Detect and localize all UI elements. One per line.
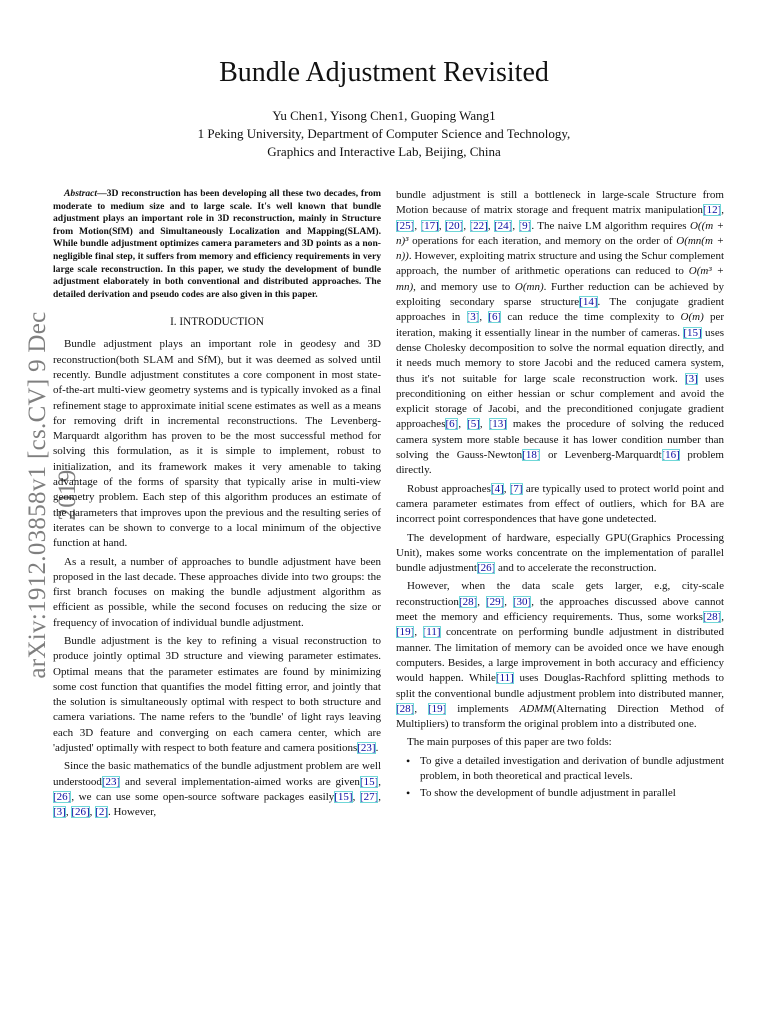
text-span: , bbox=[89, 806, 96, 819]
citation-link[interactable]: [19] bbox=[396, 626, 415, 639]
citation-link[interactable]: [23] bbox=[101, 775, 121, 788]
text-span: , bbox=[458, 418, 468, 431]
text-span: implements bbox=[446, 702, 520, 715]
intro-paragraph-4-continued bbox=[396, 188, 724, 479]
citation-link[interactable]: [29] bbox=[485, 595, 505, 608]
text-span: bundle adjustment is still a bottleneck in large-scale Structure from Motion because of matrix storage and frequent matrix manipulation bbox=[396, 189, 724, 217]
text-span: or Levenberg-Marquardt bbox=[540, 449, 662, 462]
text-span: , bbox=[504, 595, 513, 608]
text-span: Robust approaches bbox=[407, 482, 491, 495]
citation-link[interactable]: [25] bbox=[396, 219, 415, 232]
bullet-icon: • bbox=[406, 786, 411, 801]
list-item bbox=[396, 786, 724, 801]
citation-link[interactable]: [24] bbox=[494, 219, 513, 232]
text-span: , bbox=[378, 790, 381, 803]
text-span: uses Douglas-Rachford splitting methods to split the conventional bundle adjustment problem into distributed manner, bbox=[396, 672, 724, 700]
distributed-paragraph bbox=[396, 579, 724, 732]
text-span: (Alternating Direction Method of Multipliers) to transform the original problem into a distributed one. bbox=[396, 702, 725, 731]
text-span: , bbox=[479, 418, 489, 431]
abstract-label: Abstract bbox=[64, 188, 98, 199]
text-span: , bbox=[487, 219, 494, 232]
math-expression: O(mn) bbox=[514, 280, 544, 293]
abstract bbox=[53, 188, 381, 301]
admm-term: ADMM bbox=[519, 702, 553, 715]
text-span: are typically used to protect world point and camera parameter estimates from effect of outliers, which for BA are incorrect point correspondences that have gone undetected. bbox=[396, 482, 725, 526]
citation-link[interactable]: [23] bbox=[357, 742, 376, 755]
affiliation-line-2: Graphics and Interactive Lab, Beijing, China bbox=[267, 144, 501, 159]
citation-link[interactable]: [4] bbox=[490, 482, 504, 495]
text-span: operations for each iteration, and memory on the order of bbox=[408, 234, 677, 247]
citation-link[interactable]: [9] bbox=[518, 219, 532, 232]
text-span: and to accelerate the reconstruction. bbox=[495, 562, 657, 575]
text-span: , bbox=[352, 790, 360, 803]
text-span: per iteration, making it essentially linear in the number of cameras. bbox=[396, 311, 725, 339]
math-expression: O(m³ + mn) bbox=[396, 265, 724, 293]
right-column bbox=[396, 188, 724, 804]
text-span: , bbox=[65, 806, 72, 819]
text-span: , bbox=[512, 219, 519, 232]
text-span: , bbox=[414, 219, 421, 232]
arxiv-stamp: arXiv:1912.03858v1 [cs.CV] 9 Dec 2019 bbox=[24, 311, 81, 679]
text-span: , bbox=[503, 482, 510, 495]
text-span: . However, exploiting matrix structure and using the Schur complement approach, the number of arithmetic operations can reduced to bbox=[396, 250, 724, 278]
citation-link[interactable]: [2] bbox=[95, 806, 108, 819]
citation-link[interactable]: [15] bbox=[334, 790, 353, 803]
text-span: , bbox=[378, 775, 381, 788]
citation-link[interactable]: [17] bbox=[420, 219, 439, 232]
citation-link[interactable]: [28] bbox=[702, 611, 722, 624]
text-span: , bbox=[414, 626, 423, 639]
text-span: can reduce the time complexity to bbox=[501, 311, 681, 324]
text-span: , bbox=[721, 611, 724, 624]
citation-link[interactable]: [5] bbox=[467, 418, 480, 431]
text-span: and several implementation-aimed works are given bbox=[120, 775, 360, 788]
text-span: makes the procedure of solving the reduced camera system more stable because it has lower condition number than solving the Gauss-Newton bbox=[396, 418, 724, 462]
intro-paragraph-3 bbox=[53, 634, 381, 756]
intro-paragraph-2: As a result, a number of approaches to bundle adjustment have been proposed in the last decade. These approaches divide into two groups: the first branch focuses on making the bundle adjustment algorithm as efficient as possible, while the second focuses on reducing the size or frequency of invocation of individual bundle adjustment. bbox=[53, 555, 381, 629]
text-span: . bbox=[375, 742, 379, 755]
citation-link[interactable]: [18] bbox=[522, 449, 541, 462]
citation-link[interactable]: [11] bbox=[422, 626, 441, 639]
paper-title: Bundle Adjustment Revisited bbox=[219, 57, 549, 88]
text-span: problem directly. bbox=[396, 449, 724, 477]
text-span: , bbox=[721, 204, 724, 217]
citation-link[interactable]: [16] bbox=[661, 449, 680, 462]
text-span: uses preconditioning on either hessian or schur complement and avoid the explicit storage of Jacobi, and the preconditioned conjugate gradient approaches bbox=[396, 372, 724, 431]
robust-paragraph bbox=[396, 482, 724, 528]
text-span: , we can use some open-source software packages easily bbox=[71, 790, 335, 803]
purposes-paragraph: The main purposes of this paper are two folds: bbox=[407, 736, 612, 749]
citation-link[interactable]: [26] bbox=[53, 790, 72, 803]
citation-link[interactable]: [19] bbox=[428, 702, 447, 715]
text-span: . However, bbox=[107, 806, 157, 819]
citation-link[interactable]: [14] bbox=[579, 296, 598, 309]
text-span: , bbox=[479, 311, 489, 324]
hardware-paragraph bbox=[396, 531, 724, 577]
text-span: concentrate on performing bundle adjustment in distributed manner. The limitation of memory can be avoided once we have enough computers. Besides, a large improvement in both accuracy and efficiency would happen. While bbox=[396, 626, 724, 685]
text-span: uses dense Cholesky decomposition to solve the normal equation directly, and it needs much memory to store Jacobi and the reduced camera system, thus it's not suitable for large scale reconstruction work. bbox=[396, 326, 724, 385]
math-expression: O(m) bbox=[680, 311, 704, 324]
text-span: . The naive LM algorithm requires bbox=[531, 219, 690, 232]
citation-link[interactable]: [13] bbox=[488, 418, 507, 431]
citation-link[interactable]: [6] bbox=[445, 418, 459, 431]
section-heading-introduction bbox=[53, 315, 381, 329]
citation-link[interactable]: [20] bbox=[445, 219, 464, 232]
section-number: I. I bbox=[170, 316, 184, 329]
list-item-text: To give a detailed investigation and derivation of bundle adjustment problem, in both theoretical and practical levels. bbox=[420, 754, 724, 782]
intro-paragraph-1: Bundle adjustment plays an important role in geodesy and 3D reconstruction(both SLAM and SfM), but it was deemed as solved until recently. Bundle adjustment constitutes a core component in most state-of-the-art multi-view geometry systems and is typically invoked as a final refinement stage to approximate initial scene estimates as well as a means for removing drift in incremental reconstructions. The Levenberg-Marquardt algorithm has proven to be the most successful method for solving this formulation, as it is simple to implement, robust to initialization, and its framework makes it very amenable to taking advantage of the forms of sparsity that typically arise in multi-view geometry problem. Each step of this algorithm produces an estimate of the parameters that improves upon the previous and the resulting series of iterates can be shown to converge to a local minimum of the objective function at hand. bbox=[53, 338, 381, 550]
list-item-text: To show the development of bundle adjustment in parallel bbox=[420, 787, 676, 800]
citation-link[interactable]: [6] bbox=[488, 311, 502, 324]
text-span: , and memory use to bbox=[413, 280, 515, 293]
intro-paragraph-4 bbox=[53, 759, 381, 820]
purposes-list bbox=[396, 754, 724, 802]
text-span: The development of hardware, especially GPU(Graphics Processing Unit), makes some works concentrate on the implementation of parallel bundle adjustment bbox=[396, 531, 724, 575]
section-title: NTRODUCTION bbox=[183, 316, 264, 329]
citation-link[interactable]: [28] bbox=[396, 702, 415, 715]
text-span: , bbox=[463, 219, 470, 232]
text-span: , bbox=[438, 219, 445, 232]
text-span: , the approaches discussed above cannot meet the memory and efficiency requirements. Thus, some works bbox=[396, 595, 725, 624]
text-span: , bbox=[414, 702, 429, 715]
text-span: . Further reduction can be achieved by exploiting secondary sparse structure bbox=[396, 280, 724, 309]
citation-link[interactable]: [27] bbox=[359, 790, 379, 803]
citation-link[interactable]: [22] bbox=[469, 219, 488, 232]
left-column bbox=[53, 188, 381, 824]
abstract-text: —3D reconstruction has been developing all these two decades, from moderate to medium size and to large scale. It's well known that bundle adjustment plays an important role in 3D reconstruction, mainly in Structure from Motion(SfM) and Simultaneously Localization and Mapping(SLAM). While bundle adjustment optimizes camera parameters and 3D points as a non-negligible final step, it suffers from memory and efficiency requirements in very large scale reconstruction. In this paper, we study the development of bundle adjustment elaborately in both conventional and distributed approaches. The detailed derivation and pseudo codes are also given in this paper. bbox=[53, 188, 381, 300]
text-span: , bbox=[477, 595, 486, 608]
math-expression: O(mn(m + n)) bbox=[396, 234, 724, 263]
math-expression: O((m + n)³ bbox=[396, 219, 725, 247]
text-span: Bundle adjustment is the key to refining a visual reconstruction to produce jointly optimal 3D structure and viewing parameter estimates. Optimal means that the parameter estimates are found by minimizing some cost function that quantifies the model fitting error, and jointly that the solution is simultaneously optimal with respect to both structure and camera variations. The name refers to the 'bundle' of light rays leaving each 3D feature and converging on each camera center, which are 'adjusted' optimally with respect to both feature and camera positions bbox=[53, 634, 381, 755]
affiliation-line-1: 1 Peking University, Department of Computer Science and Technology, bbox=[197, 126, 571, 141]
citation-link[interactable]: [3] bbox=[53, 806, 66, 819]
text-span: Since the basic mathematics of the bundle adjustment problem are well understood bbox=[53, 760, 381, 788]
citation-link[interactable]: [3] bbox=[466, 311, 480, 324]
citation-link[interactable]: [12] bbox=[702, 204, 722, 217]
citation-link[interactable]: [3] bbox=[684, 372, 698, 385]
author-block bbox=[0, 107, 768, 161]
list-item bbox=[396, 754, 724, 785]
citation-link[interactable]: [11] bbox=[495, 672, 514, 685]
citation-link[interactable]: [28] bbox=[458, 595, 478, 608]
citation-link[interactable]: [26] bbox=[476, 562, 496, 575]
text-span: However, when the data scale gets larger, e.g, city-scale reconstruction bbox=[396, 580, 724, 608]
author-names: Yu Chen1, Yisong Chen1, Guoping Wang1 bbox=[272, 108, 496, 123]
bullet-icon: • bbox=[406, 753, 411, 768]
text-span: . The conjugate gradient approaches in bbox=[396, 296, 725, 324]
citation-link[interactable]: [15] bbox=[683, 326, 702, 339]
citation-link[interactable]: [30] bbox=[512, 595, 532, 608]
citation-link[interactable]: [26] bbox=[71, 806, 90, 819]
citation-link[interactable]: [7] bbox=[509, 482, 523, 495]
citation-link[interactable]: [15] bbox=[359, 775, 379, 788]
